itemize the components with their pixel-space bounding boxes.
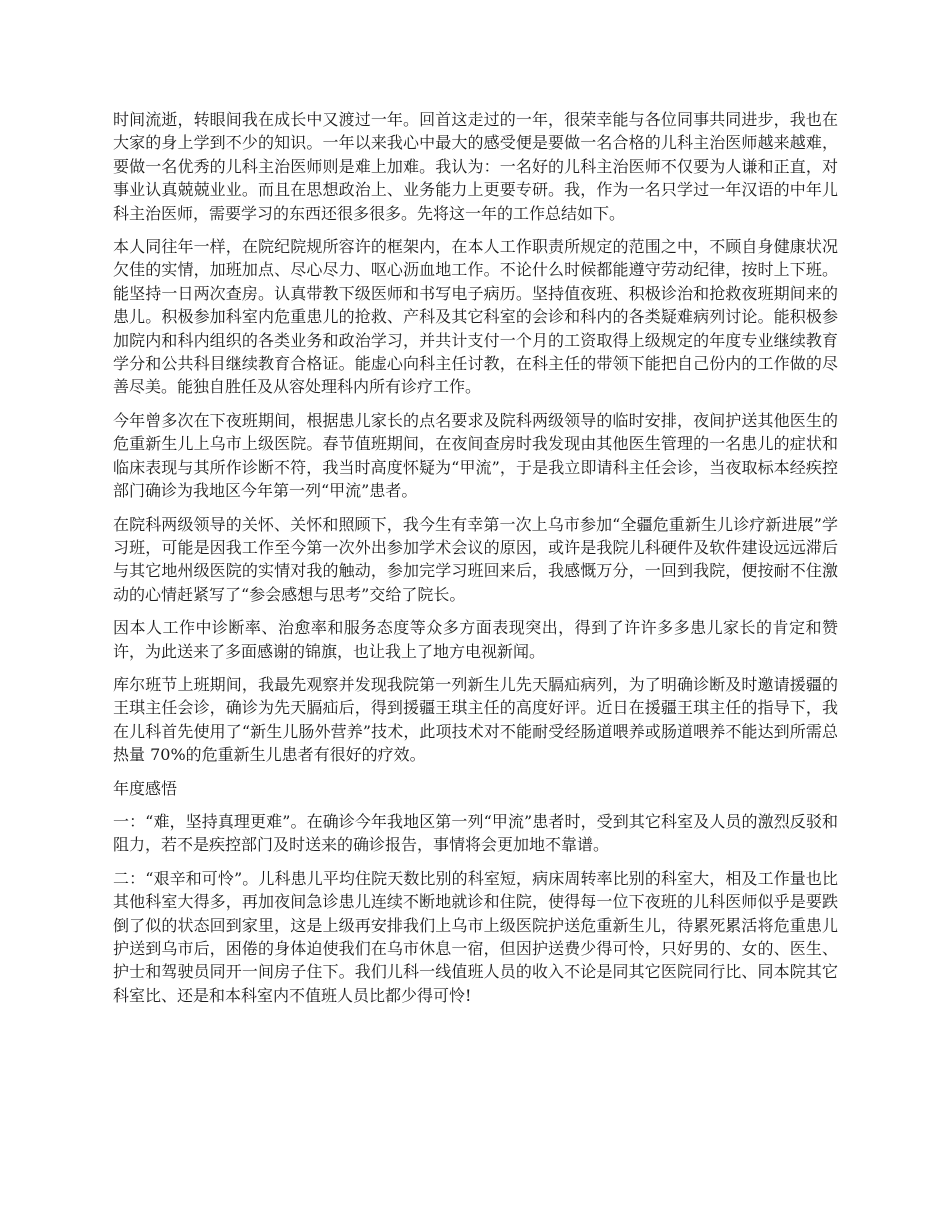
paragraph-night-shift: 今年曾多次在下夜班期间，根据患儿家长的点名要求及院科两级领导的临时安排，夜间护送其他医生的危重新生儿上乌市上级医院。春节值班期间，在夜间查房时我发现由其他医生管理的一名患儿的症状和临床表现与其所作诊断不符，我当时高度怀疑为“甲流”，于是我立即请科主任会诊，当夜取标本经疾控部门确诊为我地区今年第一列“甲流”患者。 — [113, 410, 838, 501]
paragraph-training: 在院科两级领导的关怀、关怀和照顾下，我今生有幸第一次上乌市参加“全疆危重新生儿诊疗新进展”学习班，可能是因我工作至今第一次外出参加学术会议的原因，或许是我院儿科硬件及软件建设远远滞后与其它地州级医院的实情对我的触动，参加完学习班回来后，我感慨万分，一回到我院，便按耐不住激动的心情赶紧写了“参会感想与思考”交给了院长。 — [113, 514, 838, 604]
paragraph-work-attitude: 本人同往年一样，在院纪院规所容许的框架内，在本人工作职责所规定的范围之中，不顾自身健康状况欠佳的实情，加班加点、尽心尽力、呕心沥血地工作。不论什么时候都能遵守劳动纪律，按时上下班。能坚持一日两次查房。认真带教下级医师和书写电子病历。坚持值夜班、积极诊治和抢救夜班期间来的患儿。积极参加科室内危重患儿的抢救、产科及其它科室的会诊和科内的各类疑难病列讨论。能积极参加院内和科内组织的各类业务和政治学习，并共计支付一个月的工资取得上级规定的年度专业继续教育学分和公共科目继续教育合格证。能虚心向科主任讨教，在科主任的带领下能把自己份内的工作做的尽善尽美。能独自胜任及从容处理科内所有诊疗工作。 — [113, 237, 838, 397]
paragraph-new-technique: 库尔班节上班期间，我最先观察并发现我院第一列新生儿先天膈疝病列，为了明确诊断及时邀请援疆的王琪主任会诊，确诊为先天膈疝后，得到援疆王琪主任的高度好评。近日在援疆王琪主任的指导下，我在儿科首先使用了“新生儿肠外营养”技术，此项技术对不能耐受经肠道喂养或肠道喂养不能达到所需总热量 70%的危重新生儿患者有很好的疗效。 — [113, 674, 838, 765]
section-title: 年度感悟 — [113, 778, 178, 798]
reflection-item: 二：“艰辛和可怜”。儿科患儿平均住院天数比别的科室短，病床周转率比别的科室大，相及工作量也比其他科室大得多，再加夜间急诊患儿连续不断地就诊和住院，使得每一位下夜班的儿科医师似乎是要跌倒了似的状态回到家里，这是上级再安排我们上乌市上级医院护送危重新生儿，待累死累活将危重患儿护送到乌市后，困倦的身体迫使我们在乌市休息一宿，但因护送费少得可怜，只好男的、女的、医生、护士和驾驶员同开一间房子住下。我们儿科一线值班人员的收入不论是同其它医院同行比、同本院其它科室比、还是和本科室内不值班人员比都少得可怜! — [113, 868, 838, 1005]
paragraph-intro: 时间流逝，转眼间我在成长中又渡过一年。回首这走过的一年，很荣幸能与各位同事共同进步，我也在大家的身上学到不少的知识。一年以来我心中最大的感受便是要做一名合格的儿科主治医师越来越难，要做一名优秀的儿科主治医师则是难上加难。我认为：一名好的儿科主治医师不仅要为人谦和正直，对事业认真兢兢业业。而且在思想政治上、业务能力上更要专研。我，作为一名只学过一年汉语的中年儿科主治医师，需要学习的东西还很多很多。先将这一年的工作总结如下。 — [113, 110, 838, 223]
paragraph-recognition: 因本人工作中诊断率、治愈率和服务态度等众多方面表现突出，得到了许许多多患儿家长的肯定和赞许，为此送来了多面感谢的锦旗，也让我上了地方电视新闻。 — [113, 618, 838, 661]
document-body — [113, 108, 838, 1017]
reflection-item: 一：“难，坚持真理更难”。在确诊今年我地区第一列“甲流”患者时，受到其它科室及人员的激烈反驳和阻力，若不是疾控部门及时送来的确诊报告，事情将会更加地不靠谱。 — [113, 811, 838, 855]
